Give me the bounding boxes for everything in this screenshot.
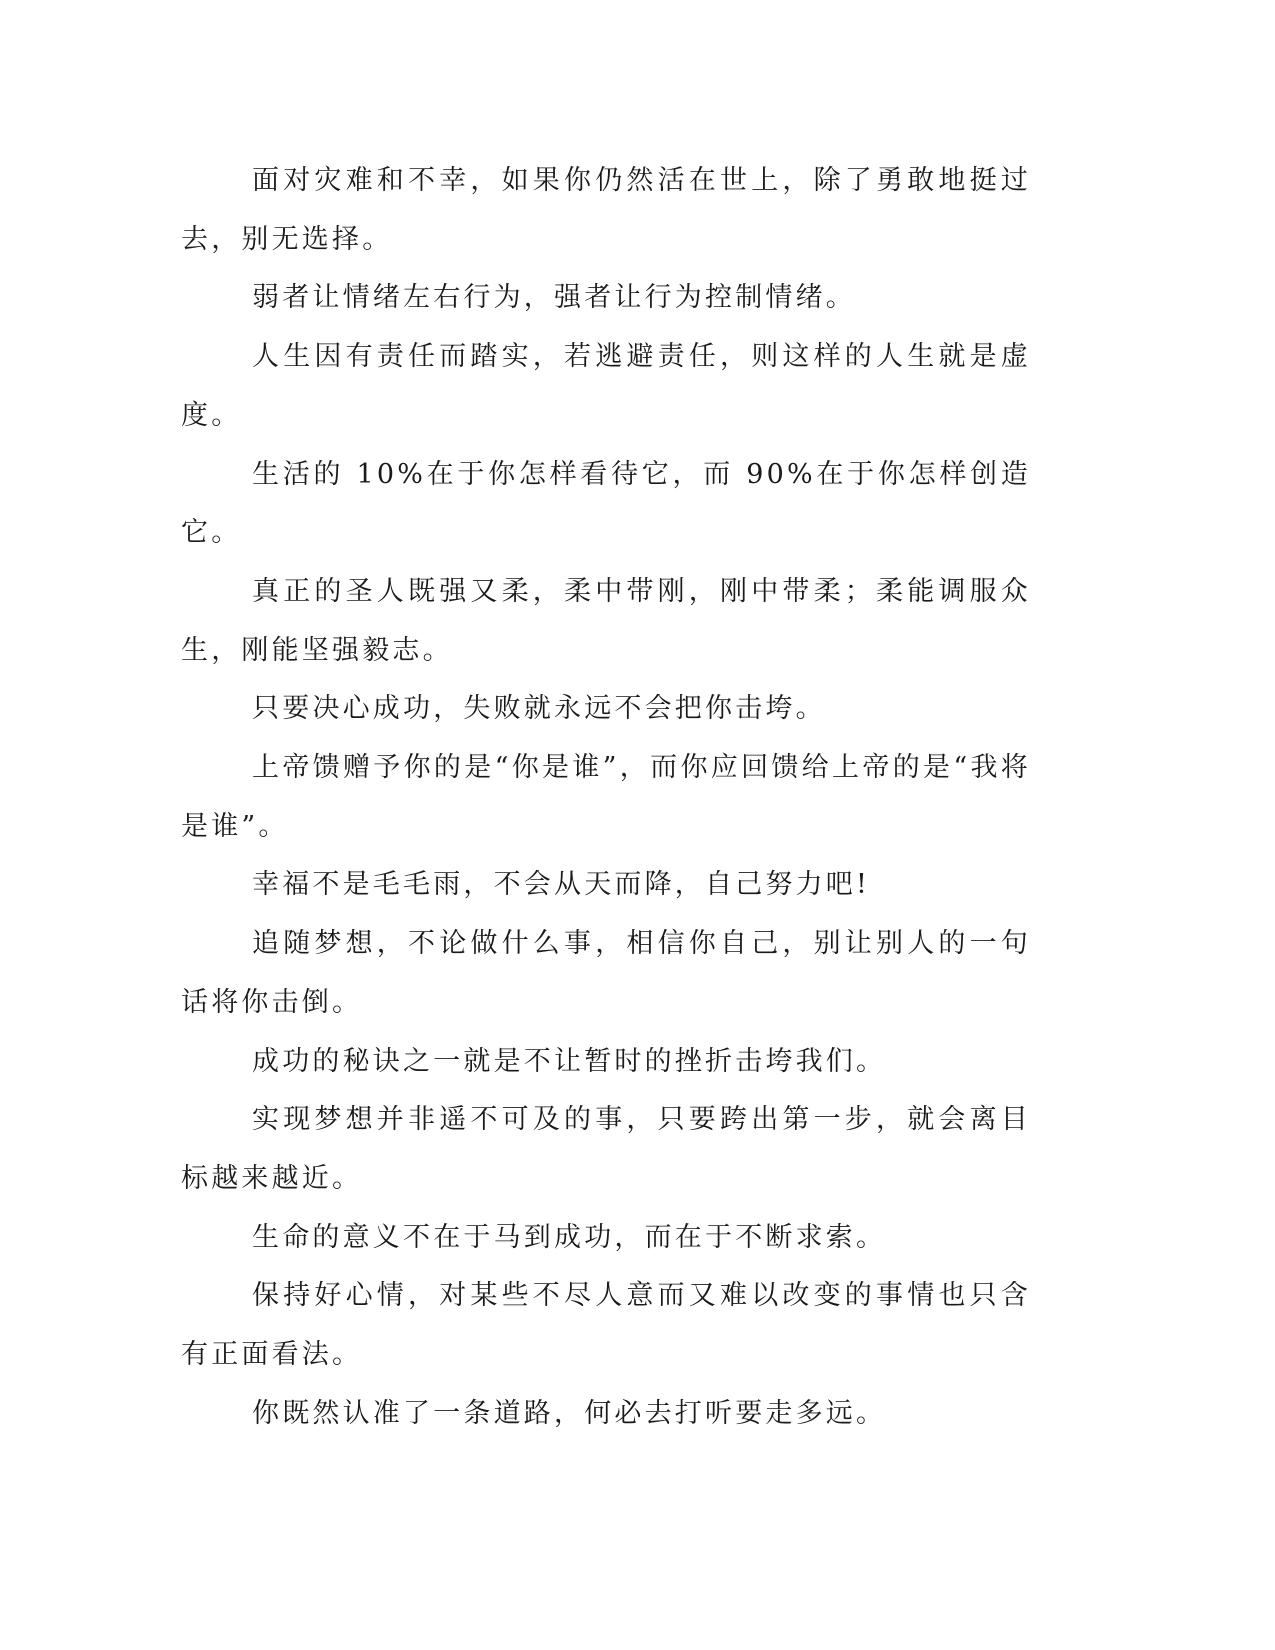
paragraph: 上帝馈赠予你的是“你是谁”，而你应回馈给上帝的是“我将是谁”。 <box>181 752 1031 842</box>
paragraph: 保持好心情，对某些不尽人意而又难以改变的事情也只含有正面看法。 <box>181 1280 1031 1371</box>
paragraph: 幸福不是毛毛雨，不会从天而降，自己努力吧! <box>252 869 871 901</box>
paragraph: 你既然认准了一条道路，何必去打听要走多远。 <box>252 1397 887 1429</box>
paragraph: 生命的意义不在于马到成功，而在于不断求索。 <box>252 1221 887 1253</box>
paragraph: 弱者让情绪左右行为，强者让行为控制情绪。 <box>252 282 856 314</box>
document-body <box>181 152 1031 1443</box>
paragraph: 成功的秘诀之一就是不让暂时的挫折击垮我们。 <box>252 1045 887 1077</box>
paragraph: 人生因有责任而踏实，若逃避责任，则这样的人生就是虚度。 <box>181 341 1031 431</box>
paragraph: 生活的 10%在于你怎样看待它，而 90%在于你怎样创造它。 <box>181 458 1031 549</box>
paragraph: 面对灾难和不幸，如果你仍然活在世上，除了勇敢地挺过去，别无选择。 <box>181 165 1031 255</box>
paragraph: 真正的圣人既强又柔，柔中带刚，刚中带柔；柔能调服众生，刚能坚强毅志。 <box>181 575 1031 666</box>
paragraph: 只要决心成功，失败就永远不会把你击垮。 <box>252 693 826 725</box>
paragraph: 实现梦想并非遥不可及的事，只要跨出第一步，就会离目标越来越近。 <box>181 1104 1031 1194</box>
paragraph: 追随梦想，不论做什么事，相信你自己，别让别人的一句话将你击倒。 <box>181 928 1031 1018</box>
